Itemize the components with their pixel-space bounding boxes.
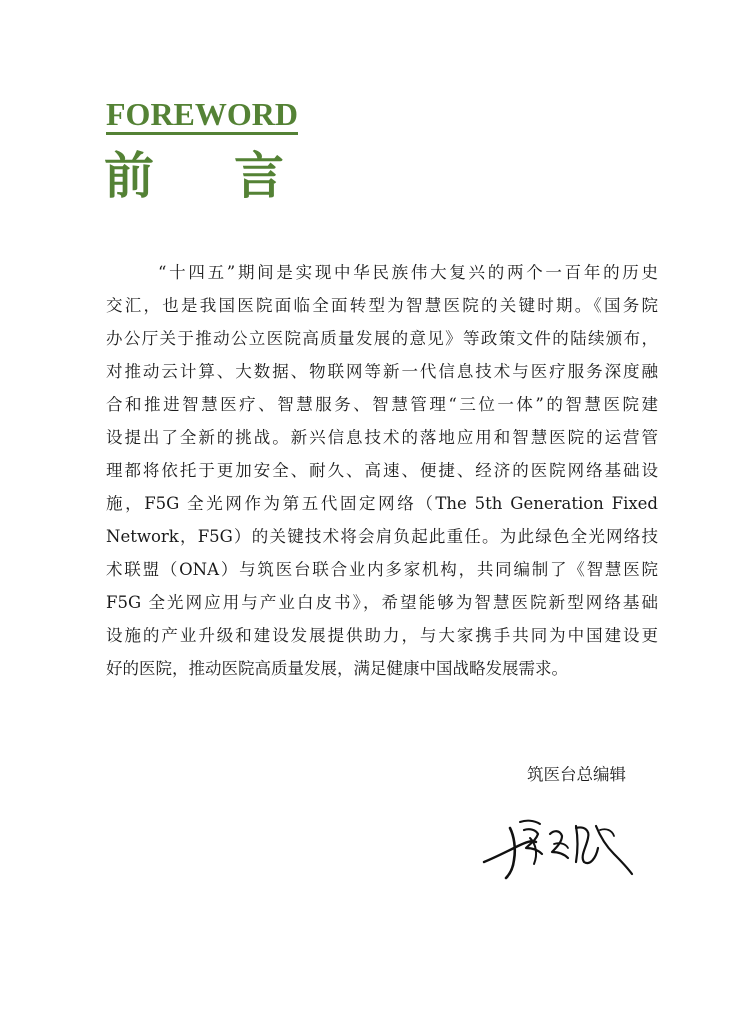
- body-line: 办公厅关于推动公立医院高质量发展的意见》等政策文件的陆续颁布，: [106, 329, 658, 348]
- body-line: 对推动云计算、大数据、物联网等新一代信息技术与医疗服务深度融: [106, 362, 658, 381]
- body-line: 设提出了全新的挑战。新兴信息技术的落地应用和智慧医院的运营管: [106, 428, 658, 447]
- body-line: 合和推进智慧医疗、智慧服务、智慧管理“三位一体”的智慧医院建: [106, 395, 658, 414]
- foreword-heading-en: FOREWORD: [106, 96, 298, 135]
- body-line: F5G 全光网应用与产业白皮书》，希望能够为智慧医院新型网络基础: [106, 593, 658, 612]
- foreword-body: [106, 256, 658, 685]
- body-line: 好的医院，推动医院高质量发展，满足健康中国战略发展需求。: [106, 659, 568, 678]
- handwritten-signature: [480, 808, 640, 882]
- signer-title: 筑医台总编辑: [527, 765, 626, 784]
- body-line: 术联盟（ONA）与筑医台联合业内多家机构，共同编制了《智慧医院: [106, 560, 658, 579]
- heading-zh-char-2: 言: [234, 147, 284, 205]
- body-line: 设施的产业升级和建设发展提供助力，与大家携手共同为中国建设更: [106, 626, 658, 645]
- body-line: “十四五”期间是实现中华民族伟大复兴的两个一百年的历史: [158, 263, 658, 282]
- body-line: 理都将依托于更加安全、耐久、高速、便捷、经济的医院网络基础设: [106, 461, 658, 480]
- body-line: Network，F5G）的关键技术将会肩负起此重任。为此绿色全光网络技: [106, 527, 658, 546]
- foreword-heading-zh: [104, 146, 284, 206]
- heading-zh-char-1: 前: [104, 147, 154, 205]
- body-line: 施，F5G 全光网作为第五代固定网络（The 5th Generation Fixed: [106, 494, 658, 513]
- body-line: 交汇，也是我国医院面临全面转型为智慧医院的关键时期。《国务院: [106, 296, 658, 315]
